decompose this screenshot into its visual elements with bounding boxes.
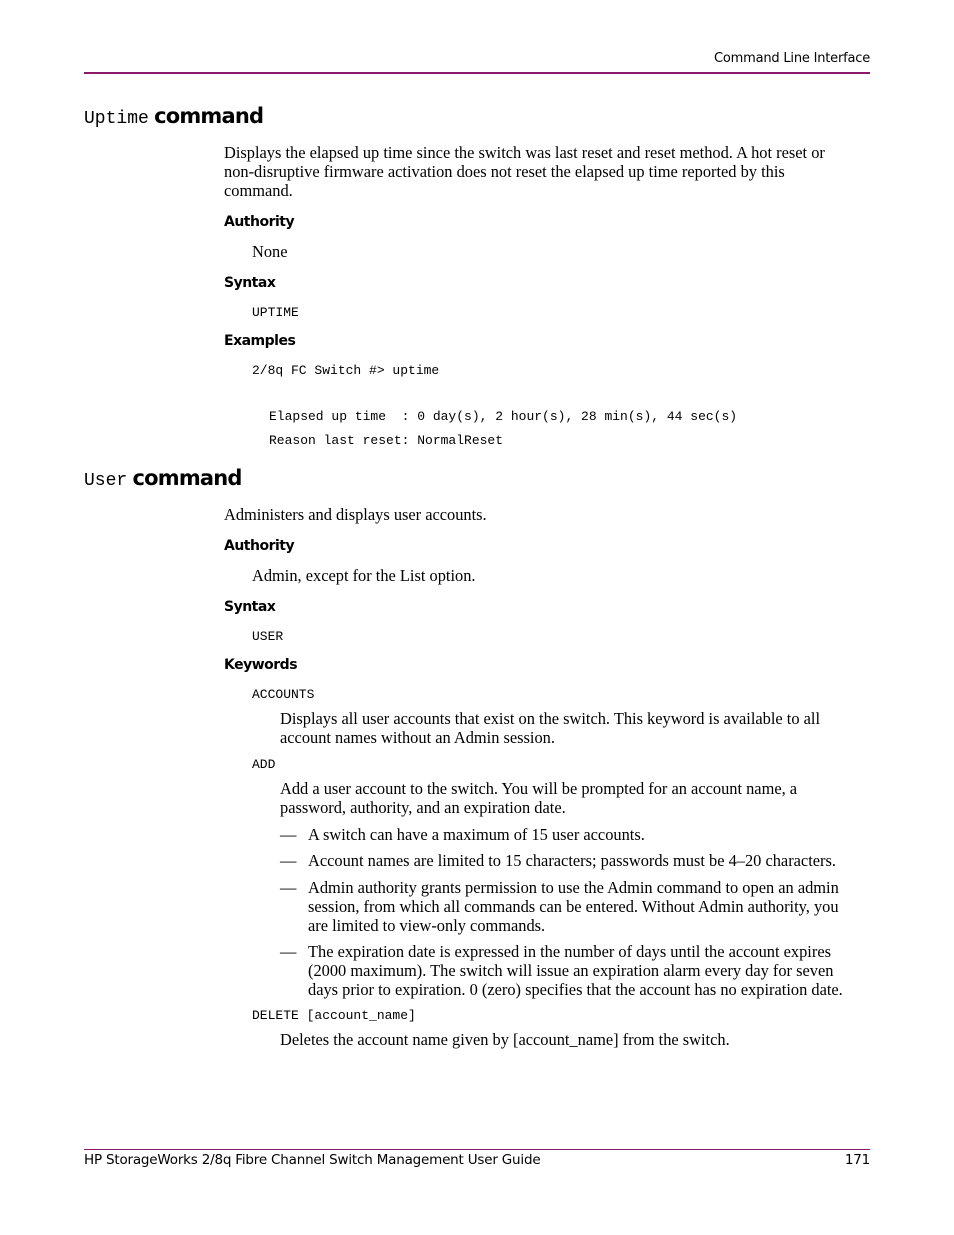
uptime-example-output: Elapsed up time : 0 day(s), 2 hour(s), 28 min(s), 44 sec(s) (269, 409, 738, 424)
header-rule (84, 72, 870, 74)
bullet-dash: — (280, 851, 297, 870)
footer-guide-title: HP StorageWorks 2/8q Fibre Channel Switch Management User Guide (84, 1152, 541, 1168)
uptime-examples-label: Examples (224, 333, 296, 349)
bullet-line: Account names are limited to 15 characters; passwords must be 4–20 characters. (308, 851, 836, 870)
bullet-dash: — (280, 825, 297, 844)
bullet-line: A switch can have a maximum of 15 user accounts. (308, 825, 645, 844)
bullet-text (308, 878, 839, 935)
footer-rule (84, 1149, 870, 1150)
uptime-example-output: Reason last reset: NormalReset (269, 433, 504, 448)
keyword-accounts-description (280, 709, 820, 747)
bullet-line: days prior to expiration. 0 (zero) specifies that the account has no expiration date. (308, 980, 843, 999)
keyword-delete: DELETE [account_name] (252, 1008, 416, 1023)
bullet-line: Admin authority grants permission to use the Admin command to open an admin (308, 878, 839, 897)
keyword-description-line: account names without an Admin session. (280, 728, 555, 747)
user-description: Administers and displays user accounts. (224, 505, 487, 524)
uptime-heading-word: command (154, 104, 264, 128)
running-header: Command Line Interface (714, 51, 870, 66)
bullet-line: (2000 maximum). The switch will issue an expiration alarm every day for seven (308, 961, 834, 980)
keyword-add: ADD (252, 757, 276, 772)
keyword-description-line: Add a user account to the switch. You will be prompted for an account name, a (280, 779, 798, 798)
uptime-description-line: non-disruptive firmware activation does not reset the elapsed up time reported by this (224, 162, 785, 181)
user-authority-label: Authority (224, 538, 295, 554)
user-syntax-label: Syntax (224, 599, 276, 615)
uptime-example-prompt: 2/8q FC Switch #> uptime (252, 363, 440, 378)
user-authority-value: Admin, except for the List option. (252, 566, 476, 585)
user-heading (84, 466, 242, 491)
bullet-line: The expiration date is expressed in the number of days until the account expires (308, 942, 831, 961)
bullet-line: session, from which all commands can be entered. Without Admin authority, you (308, 897, 839, 916)
user-syntax-value: USER (252, 629, 284, 644)
keyword-description-line: Deletes the account name given by [account_name] from the switch. (280, 1030, 730, 1049)
uptime-authority-label: Authority (224, 214, 295, 230)
keyword-delete-description (280, 1030, 730, 1049)
keyword-description-line: Displays all user accounts that exist on the switch. This keyword is available to all (280, 709, 821, 728)
uptime-syntax-value: UPTIME (252, 305, 299, 320)
uptime-description-line: command. (224, 181, 293, 200)
bullet-dash: — (280, 878, 297, 897)
uptime-heading-code: Uptime (84, 109, 149, 129)
uptime-description (224, 143, 825, 200)
uptime-heading (84, 104, 263, 129)
uptime-syntax-label: Syntax (224, 275, 276, 291)
bullet-line: are limited to view-only commands. (308, 916, 546, 935)
user-heading-code: User (84, 471, 128, 491)
keyword-add-description (280, 779, 797, 817)
footer-page-number: 171 (844, 1152, 870, 1168)
bullet-text (308, 851, 836, 870)
keyword-accounts: ACCOUNTS (252, 687, 315, 702)
keyword-description-line: password, authority, and an expiration date. (280, 798, 566, 817)
bullet-text (308, 942, 843, 999)
uptime-description-line: Displays the elapsed up time since the switch was last reset and reset method. A hot reset or (224, 143, 825, 162)
user-keywords-label: Keywords (224, 657, 298, 673)
uptime-authority-value: None (252, 242, 288, 261)
bullet-text (308, 825, 645, 844)
bullet-dash: — (280, 942, 297, 961)
user-heading-word: command (132, 466, 242, 490)
